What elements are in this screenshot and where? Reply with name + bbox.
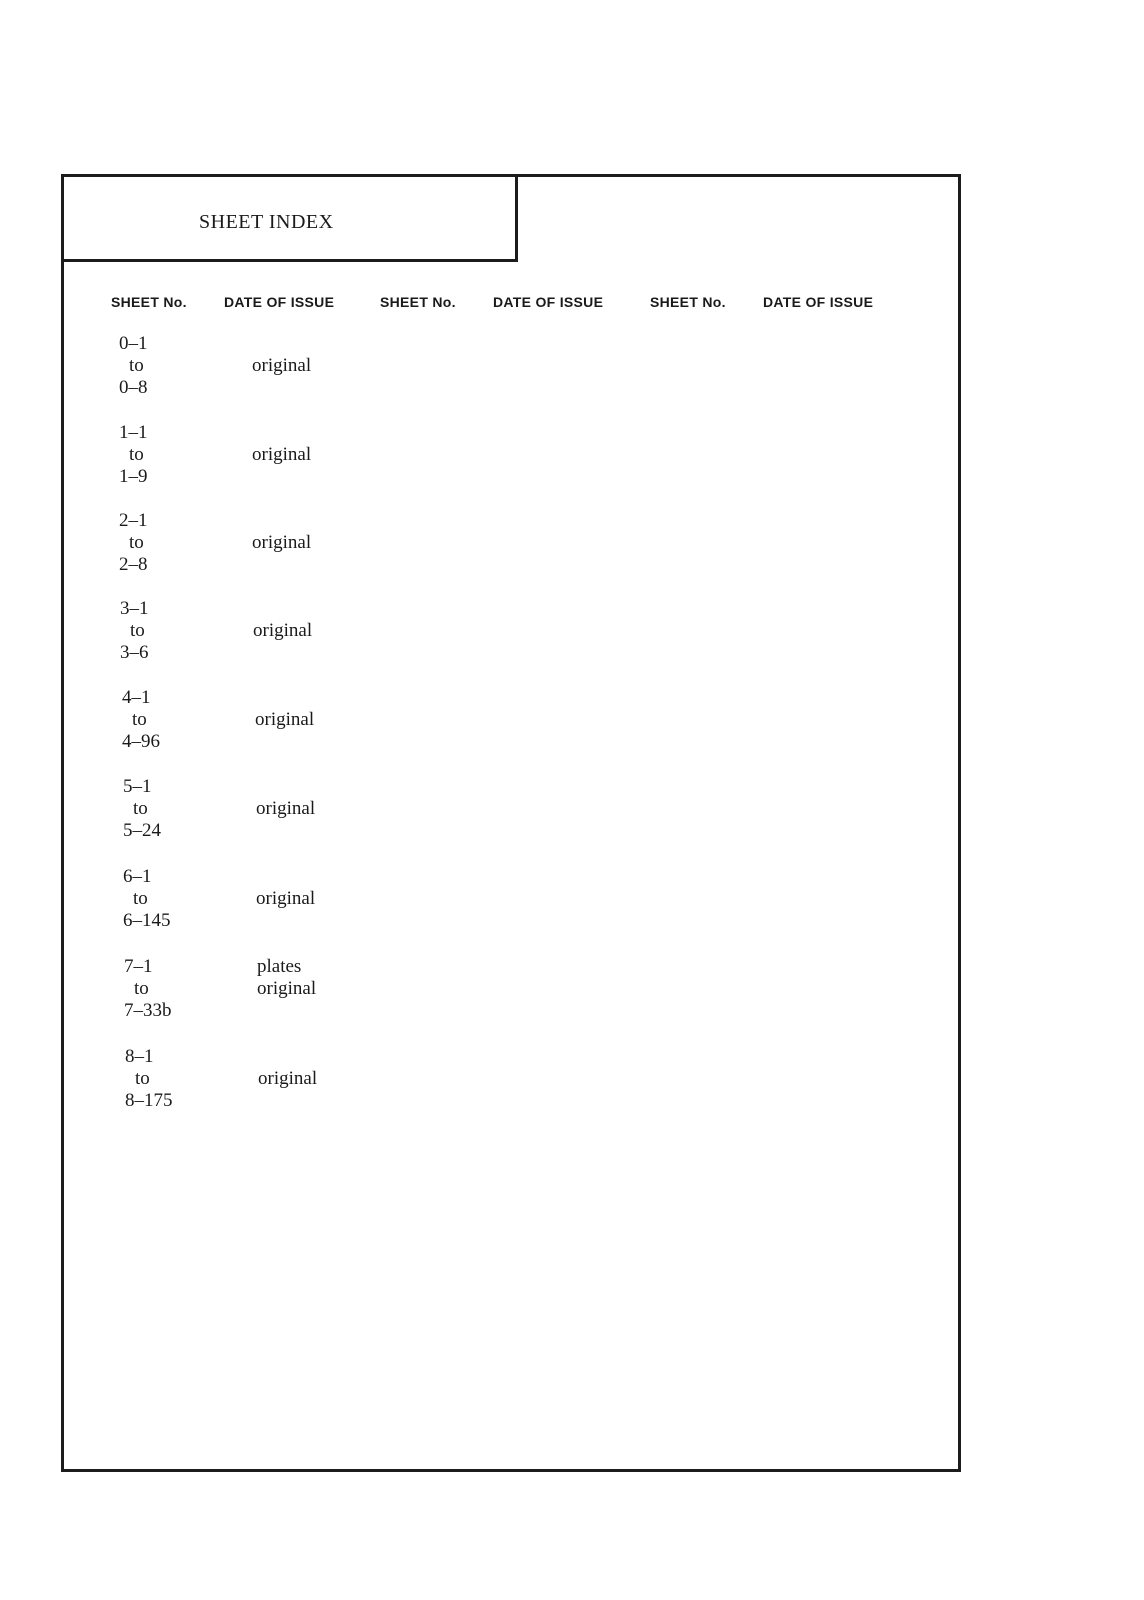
sheet-to: 7–33b	[124, 1000, 172, 1021]
header-date-of-issue-3: DATE OF ISSUE	[763, 294, 874, 310]
header-sheet-no-2: SHEET No.	[380, 294, 456, 310]
issue-line: original	[256, 888, 316, 909]
issue-line: original	[255, 709, 315, 730]
issue-line: original	[257, 978, 317, 999]
sheet-range-0	[119, 333, 148, 399]
issue-5	[256, 798, 315, 820]
sheet-to-word: to	[129, 355, 144, 376]
sheet-to: 2–8	[119, 554, 148, 575]
issue-line: original	[258, 1068, 318, 1089]
sheet-from: 7–1	[124, 956, 153, 977]
sheet-to-word: to	[133, 888, 148, 909]
issue-6	[256, 888, 315, 910]
sheet-range-8	[125, 1046, 173, 1112]
sheet-range-4	[122, 687, 160, 753]
sheet-from: 1–1	[119, 422, 148, 443]
sheet-range-1	[119, 422, 148, 488]
page-title: SHEET INDEX	[199, 211, 334, 233]
sheet-to-word: to	[129, 444, 144, 465]
sheet-from: 3–1	[120, 598, 149, 619]
sheet-to: 1–9	[119, 466, 148, 487]
sheet-to-word: to	[135, 1068, 150, 1089]
issue-line: original	[253, 620, 313, 641]
issue-7	[257, 956, 316, 1000]
header-date-of-issue-1: DATE OF ISSUE	[224, 294, 335, 310]
sheet-index-frame	[61, 174, 961, 1472]
sheet-to-word: to	[133, 798, 148, 819]
issue-2	[252, 532, 311, 554]
sheet-to-word: to	[132, 709, 147, 730]
issue-line: original	[252, 355, 312, 376]
issue-8	[258, 1068, 317, 1090]
sheet-range-2	[119, 510, 148, 576]
sheet-to: 6–145	[123, 910, 171, 931]
sheet-range-5	[123, 776, 161, 842]
sheet-from: 6–1	[123, 866, 152, 887]
sheet-to-word: to	[129, 532, 144, 553]
sheet-from: 2–1	[119, 510, 148, 531]
issue-1	[252, 444, 311, 466]
issue-line: original	[252, 532, 312, 553]
sheet-from: 8–1	[125, 1046, 154, 1067]
sheet-to: 8–175	[125, 1090, 173, 1111]
header-sheet-no-3: SHEET No.	[650, 294, 726, 310]
issue-line: plates	[257, 956, 302, 977]
issue-3	[253, 620, 312, 642]
sheet-to-word: to	[130, 620, 145, 641]
header-date-of-issue-2: DATE OF ISSUE	[493, 294, 604, 310]
sheet-range-3	[120, 598, 149, 664]
sheet-from: 4–1	[122, 687, 151, 708]
sheet-to: 5–24	[123, 820, 161, 841]
sheet-to: 3–6	[120, 642, 149, 663]
sheet-to: 4–96	[122, 731, 160, 752]
sheet-range-6	[123, 866, 171, 932]
issue-4	[255, 709, 314, 731]
sheet-range-7	[124, 956, 172, 1022]
sheet-from: 0–1	[119, 333, 148, 354]
sheet-to-word: to	[134, 978, 149, 999]
header-sheet-no-1: SHEET No.	[111, 294, 187, 310]
issue-line: original	[256, 798, 316, 819]
issue-line: original	[252, 444, 312, 465]
issue-0	[252, 355, 311, 377]
sheet-to: 0–8	[119, 377, 148, 398]
sheet-from: 5–1	[123, 776, 152, 797]
